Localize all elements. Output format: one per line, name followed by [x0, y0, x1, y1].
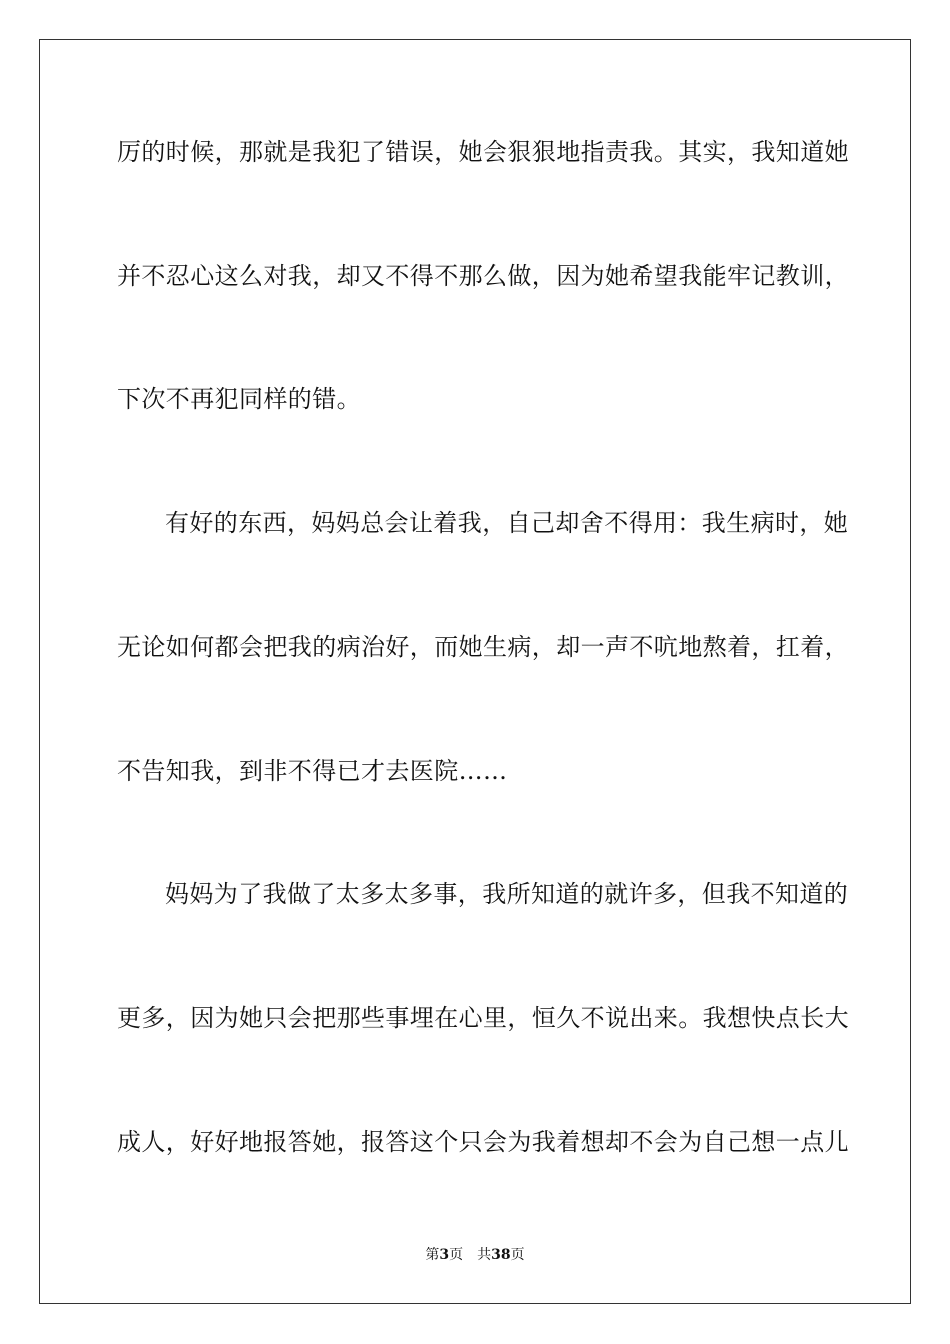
- body-text-line-3: 下次不再犯同样的错。: [117, 385, 361, 413]
- footer-total-pages: 38: [491, 1247, 511, 1263]
- body-text-line-7: 妈妈为了我做了太多太多事，我所知道的就许多，但我不知道的: [165, 880, 849, 908]
- footer-total-prefix: 共: [477, 1247, 492, 1263]
- footer-page-prefix: 第: [425, 1247, 440, 1263]
- body-text-line-9: 成人，好好地报答她，报答这个只会为我着想却不会为自己想一点儿: [117, 1128, 849, 1156]
- body-text-line-5: 无论如何都会把我的病治好，而她生病，却一声不吭地熬着，扛着，: [117, 633, 849, 661]
- page-footer: [0, 1246, 950, 1264]
- page-border: [39, 39, 911, 1304]
- footer-page-number: 3: [439, 1247, 450, 1263]
- body-text-line-1: 厉的时候，那就是我犯了错误，她会狠狠地指责我。其实，我知道她: [117, 138, 849, 166]
- body-text-line-6: 不告知我，到非不得已才去医院……: [117, 757, 508, 785]
- footer-page-suffix: 页: [449, 1247, 464, 1263]
- body-text-line-4: 有好的东西，妈妈总会让着我，自己却舍不得用：我生病时，她: [165, 509, 849, 537]
- footer-total-suffix: 页: [510, 1247, 525, 1263]
- body-text-line-8: 更多，因为她只会把那些事埋在心里，恒久不说出来。我想快点长大: [117, 1004, 849, 1032]
- body-text-line-2: 并不忍心这么对我，却又不得不那么做，因为她希望我能牢记教训，: [117, 262, 849, 290]
